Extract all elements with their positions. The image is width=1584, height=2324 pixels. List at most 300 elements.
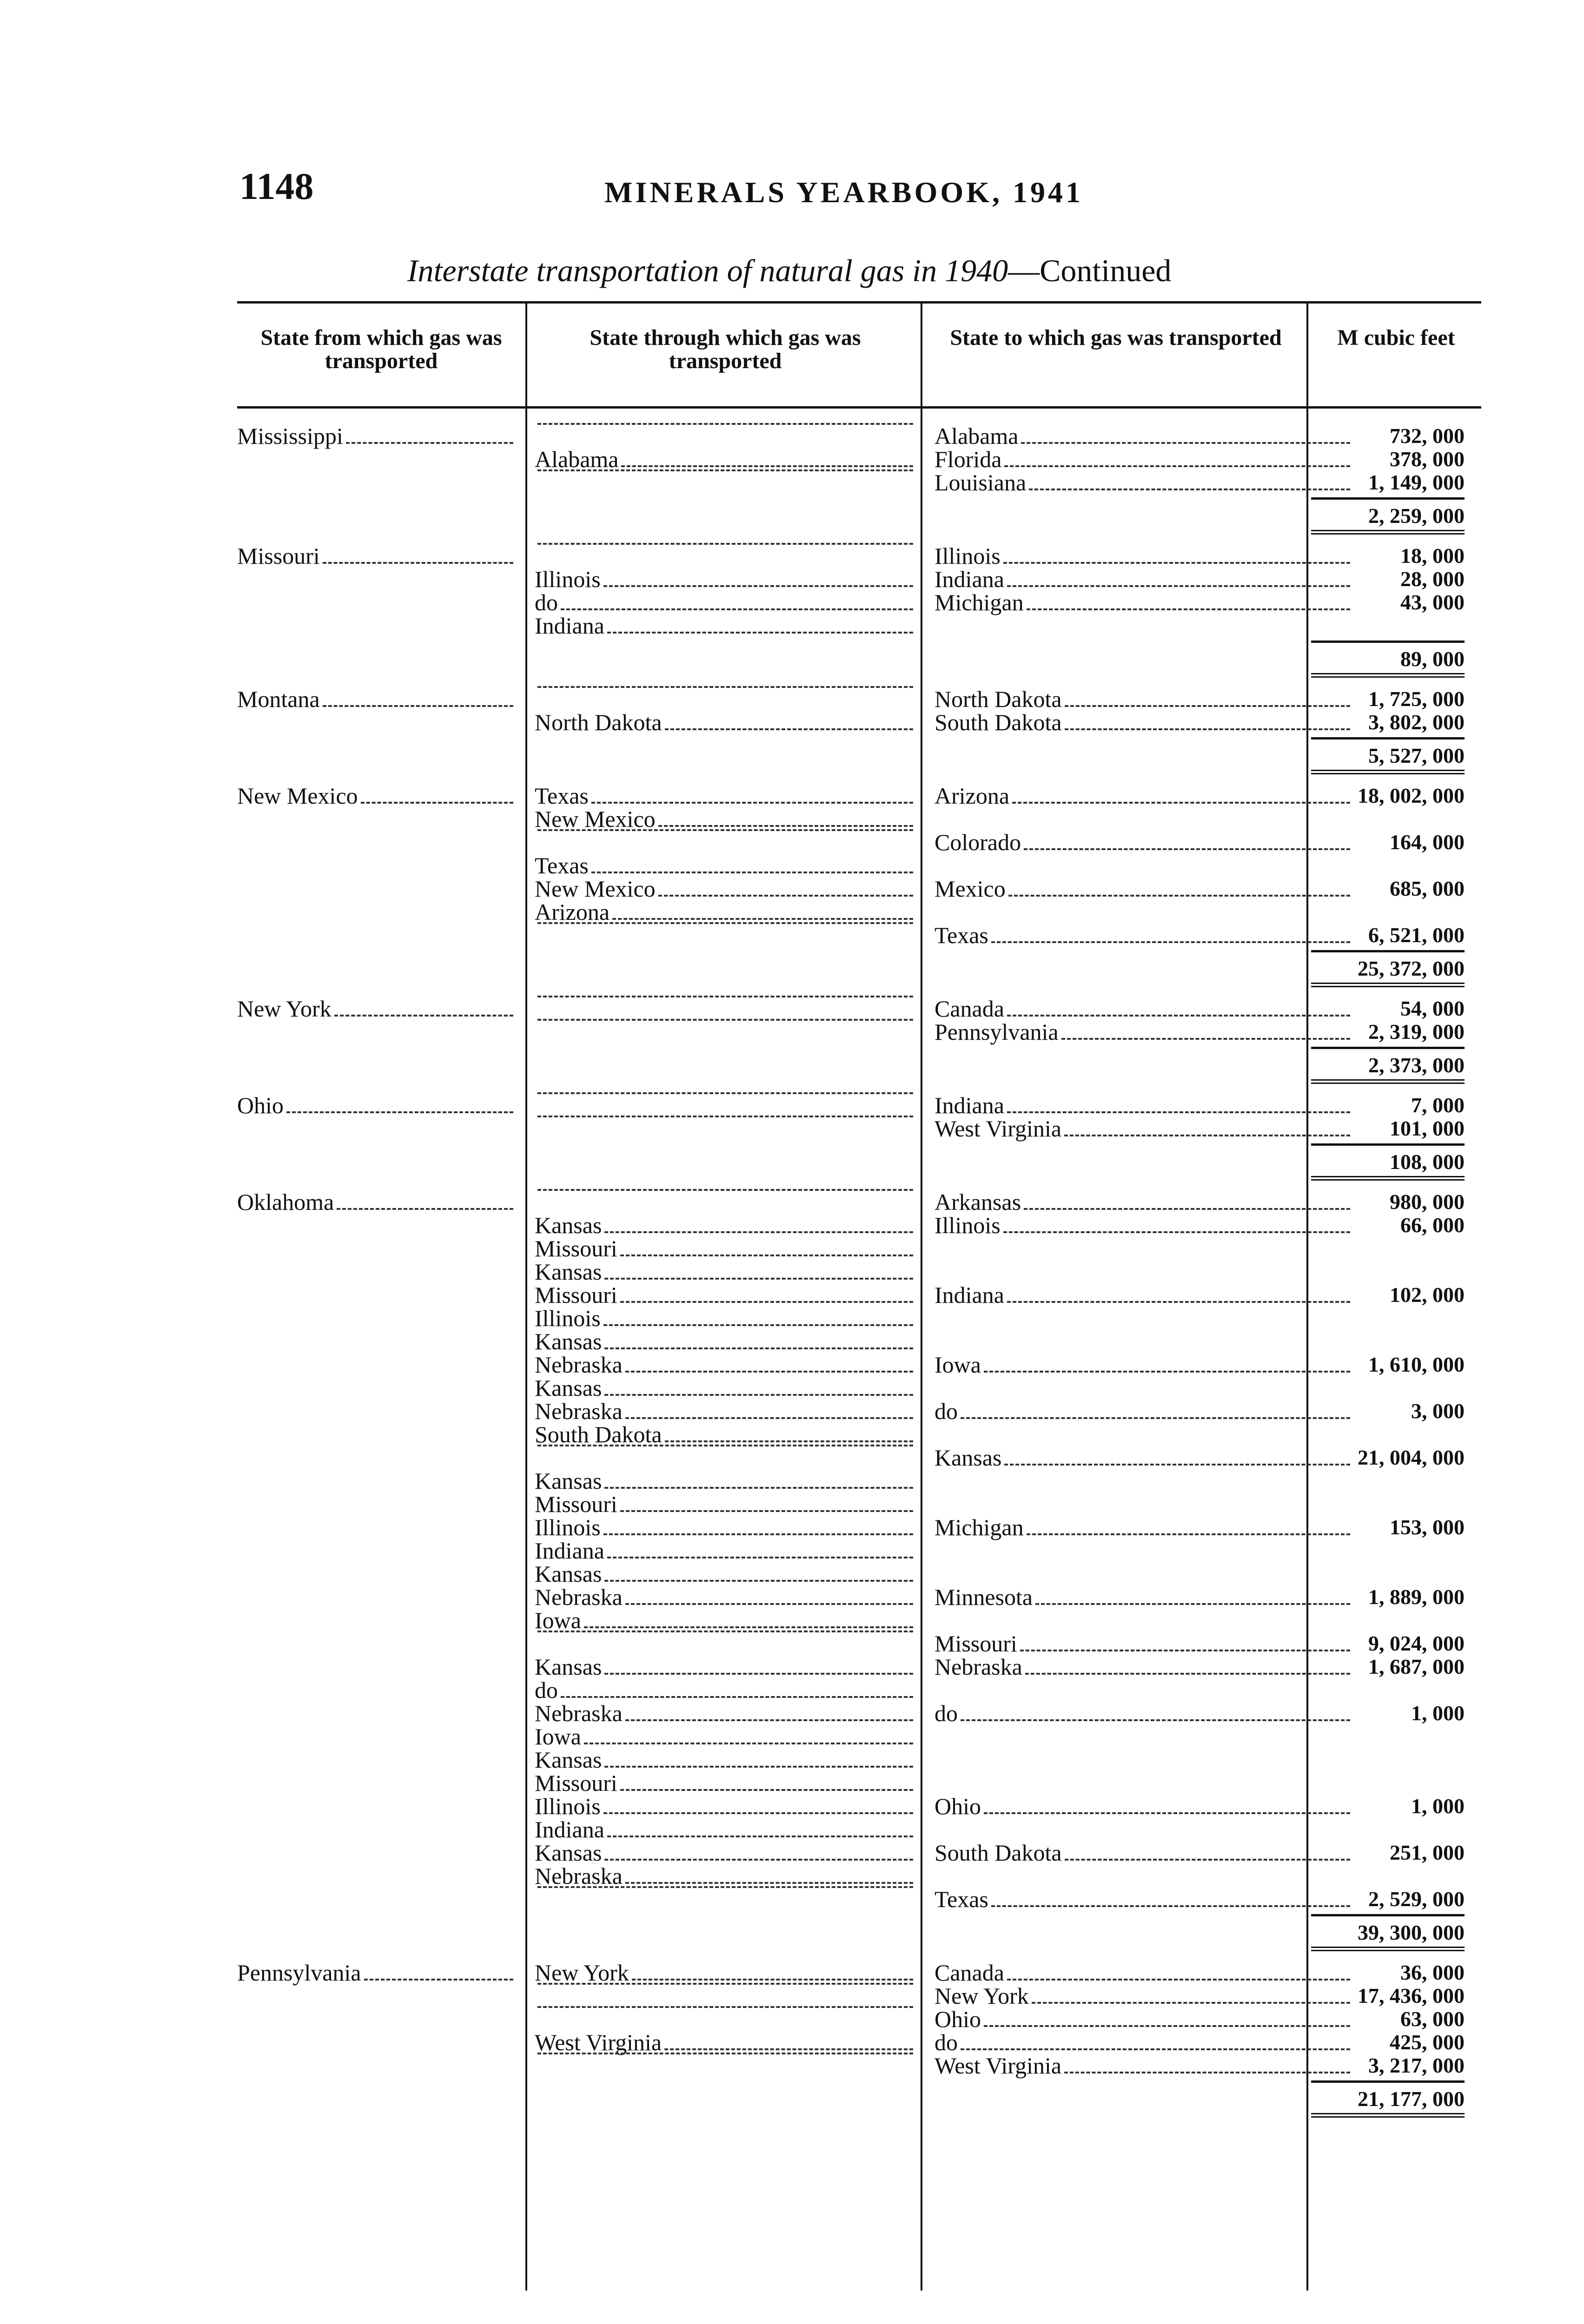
through-state <box>535 423 916 449</box>
from-state-text: Missouri <box>237 543 320 569</box>
through-state-text: New York <box>535 1960 629 1986</box>
through-state <box>535 1863 916 1889</box>
leader-dots <box>1012 802 1350 804</box>
destination-state <box>934 1212 1353 1238</box>
subtotal-rule <box>1311 737 1465 739</box>
destination-state-text: Ohio <box>934 1793 981 1819</box>
leader-dots <box>591 872 913 873</box>
leader-dots <box>620 1510 913 1512</box>
through-state <box>535 1816 916 1842</box>
leader-dots <box>984 2025 1350 2027</box>
destination-state-text: Alabama <box>934 423 1019 449</box>
leader-dots <box>991 941 1350 943</box>
leader-dots <box>591 802 913 804</box>
through-state-text: Missouri <box>535 1282 617 1308</box>
column-rule-2 <box>921 301 922 2291</box>
destination-state <box>934 1960 1353 1986</box>
through-state-text: Illinois <box>535 1305 601 1331</box>
header-to: State to which gas was transported <box>950 325 1282 350</box>
running-head: MINERALS YEARBOOK, 1941 <box>604 176 1083 209</box>
through-state-text: Iowa <box>535 1723 581 1750</box>
leader-dots <box>1004 465 1350 467</box>
leader-dots <box>537 1189 913 1191</box>
leader-dots <box>1008 895 1350 897</box>
from-state <box>237 686 516 712</box>
leader-dots <box>361 802 513 804</box>
through-state <box>535 1212 916 1238</box>
leader-dots <box>537 1886 913 1888</box>
destination-state <box>934 829 1353 855</box>
destination-state-text: Ohio <box>934 2006 981 2032</box>
volume-value: 3, 000 <box>1411 1399 1465 1423</box>
through-state <box>535 1677 916 1703</box>
leader-dots <box>607 1835 913 1837</box>
destination-state <box>934 996 1353 1022</box>
leader-dots <box>603 1324 913 1326</box>
destination-state <box>934 2053 1353 2079</box>
volume-value: 1, 000 <box>1411 1701 1465 1725</box>
subtotal-rule <box>1311 2080 1465 2083</box>
through-state <box>535 1116 916 1142</box>
through-state-text: Kansas <box>535 1840 602 1866</box>
leader-dots <box>364 1979 513 1981</box>
leader-dots <box>1007 1979 1350 1981</box>
total-double-rule <box>1311 770 1465 778</box>
through-state <box>535 1561 916 1587</box>
group-total: 25, 372, 000 <box>1358 957 1465 980</box>
through-state <box>535 1793 916 1819</box>
through-state-text: Missouri <box>535 1491 617 1517</box>
volume-value: 685, 000 <box>1390 877 1465 900</box>
leader-dots <box>1027 1533 1350 1535</box>
leader-dots <box>1021 442 1350 444</box>
through-state <box>535 1375 916 1401</box>
from-state-text: New Mexico <box>237 783 358 809</box>
destination-state <box>934 1116 1353 1142</box>
volume-value: 1, 149, 000 <box>1368 470 1465 494</box>
destination-state-text: Louisiana <box>934 469 1027 495</box>
through-state <box>535 852 916 878</box>
group-total: 89, 000 <box>1400 647 1465 671</box>
through-state <box>535 2006 916 2032</box>
destination-state-text: South Dakota <box>934 709 1062 735</box>
from-state <box>237 423 516 449</box>
subtotal-rule <box>1311 497 1465 500</box>
leader-dots <box>632 1979 913 1981</box>
volume-value: 7, 000 <box>1411 1093 1465 1117</box>
volume-value: 18, 000 <box>1400 544 1465 568</box>
volume-value: 425, 000 <box>1390 2030 1465 2054</box>
volume-value: 102, 000 <box>1390 1283 1465 1307</box>
through-state <box>535 1840 916 1866</box>
destination-state-text: Michigan <box>934 1514 1024 1540</box>
through-state <box>535 806 916 832</box>
leader-dots <box>1065 705 1350 707</box>
through-state <box>535 613 916 639</box>
volume-value: 17, 436, 000 <box>1358 1984 1465 2007</box>
volume-value: 1, 687, 000 <box>1368 1655 1465 1678</box>
volume-value: 153, 000 <box>1390 1515 1465 1539</box>
volume-value: 2, 319, 000 <box>1368 1020 1465 1043</box>
through-state-text: Alabama <box>535 446 619 472</box>
through-state <box>535 1584 916 1610</box>
volume-value: 3, 802, 000 <box>1368 710 1465 734</box>
leader-dots <box>584 1743 913 1744</box>
through-state-text: Kansas <box>535 1561 602 1587</box>
through-state-text: Illinois <box>535 1793 601 1819</box>
destination-state <box>934 1793 1353 1819</box>
through-state <box>535 1723 916 1750</box>
destination-state-text: Nebraska <box>934 1654 1022 1680</box>
through-state <box>535 446 916 472</box>
destination-state-text: North Dakota <box>934 686 1062 712</box>
through-state <box>535 876 916 902</box>
destination-state <box>934 1352 1353 1378</box>
through-state <box>535 566 916 592</box>
leader-dots <box>1025 1673 1350 1675</box>
leader-dots <box>1024 848 1350 850</box>
destination-state <box>934 686 1353 712</box>
through-state <box>535 1960 916 1986</box>
leader-dots <box>620 1789 913 1791</box>
volume-value: 980, 000 <box>1390 1190 1465 1214</box>
leader-dots <box>1020 1650 1350 1651</box>
destination-state-text: Arkansas <box>934 1189 1021 1215</box>
through-state <box>535 783 916 809</box>
through-state <box>535 1398 916 1424</box>
through-state-text: Missouri <box>535 1235 617 1261</box>
destination-state <box>934 446 1353 472</box>
through-state-text: Texas <box>535 852 589 878</box>
volume-value: 378, 000 <box>1390 447 1465 471</box>
volume-value: 1, 725, 000 <box>1368 687 1465 711</box>
leader-dots <box>537 922 913 924</box>
destination-state-text: Pennsylvania <box>934 1019 1059 1045</box>
leader-dots <box>323 562 513 564</box>
leader-dots <box>607 1557 913 1558</box>
through-state-text: New Mexico <box>535 876 656 902</box>
through-state-text: North Dakota <box>535 709 662 735</box>
leader-dots <box>625 1719 913 1721</box>
leader-dots <box>604 1394 913 1396</box>
destination-state <box>934 423 1353 449</box>
leader-dots <box>621 465 913 467</box>
destination-state-text: Indiana <box>934 1092 1004 1118</box>
destination-state-text: Mexico <box>934 876 1006 902</box>
through-state <box>535 1514 916 1540</box>
leader-dots <box>658 825 913 827</box>
leader-dots <box>604 1859 913 1861</box>
destination-state-text: Kansas <box>934 1445 1002 1471</box>
from-state <box>237 996 516 1022</box>
through-state <box>535 1019 916 1045</box>
leader-dots <box>537 996 913 997</box>
header-through: State through which gas was transported <box>590 325 861 374</box>
through-state-text: Nebraska <box>535 1584 623 1610</box>
through-state <box>535 899 916 925</box>
leader-dots <box>1007 1015 1350 1017</box>
from-state-text: Montana <box>237 686 320 712</box>
destination-state-text: West Virginia <box>934 2053 1062 2079</box>
leader-dots <box>323 705 513 707</box>
destination-state <box>934 2029 1353 2055</box>
leader-dots <box>1065 728 1350 730</box>
through-state <box>535 1700 916 1726</box>
through-state-text: Kansas <box>535 1654 602 1680</box>
group-total: 39, 300, 000 <box>1358 1921 1465 1944</box>
volume-value: 1, 610, 000 <box>1368 1353 1465 1376</box>
table-top-rule <box>237 301 1481 304</box>
leader-dots <box>604 1766 913 1768</box>
leader-dots <box>286 1111 513 1113</box>
destination-state <box>934 922 1353 948</box>
leader-dots <box>664 2048 913 2050</box>
through-state-text: Texas <box>535 783 589 809</box>
through-state <box>535 1538 916 1564</box>
destination-state <box>934 566 1353 592</box>
through-state <box>535 1747 916 1773</box>
through-state-text: Iowa <box>535 1607 581 1633</box>
leader-dots <box>537 829 913 831</box>
through-state <box>535 1189 916 1215</box>
leader-dots <box>1024 1208 1350 1210</box>
destination-state-text: Indiana <box>934 1282 1004 1308</box>
leader-dots <box>1007 585 1350 587</box>
from-state-text: New York <box>237 996 331 1022</box>
leader-dots <box>603 1812 913 1814</box>
leader-dots <box>604 1347 913 1349</box>
total-double-rule <box>1311 673 1465 681</box>
through-state-text: West Virginia <box>535 2029 662 2055</box>
leader-dots <box>334 1015 513 1017</box>
leader-dots <box>620 1254 913 1256</box>
destination-state <box>934 1189 1353 1215</box>
through-state <box>535 1235 916 1261</box>
through-state-text: Indiana <box>535 1538 604 1564</box>
through-state-text: Kansas <box>535 1328 602 1354</box>
leader-dots <box>612 918 913 920</box>
through-state <box>535 543 916 569</box>
leader-dots <box>604 1487 913 1489</box>
leader-dots <box>1064 1135 1350 1136</box>
page-number: 1148 <box>239 165 314 207</box>
through-state-text: Nebraska <box>535 1863 623 1889</box>
total-double-rule <box>1311 983 1465 991</box>
through-state-text: Kansas <box>535 1375 602 1401</box>
destination-state-text: Iowa <box>934 1352 981 1378</box>
through-state <box>535 686 916 712</box>
volume-value: 1, 889, 000 <box>1368 1585 1465 1609</box>
destination-state-text: Illinois <box>934 1212 1001 1238</box>
destination-state <box>934 1654 1353 1680</box>
destination-state-text: Illinois <box>934 543 1001 569</box>
subtotal-rule <box>1311 1914 1465 1916</box>
through-state-text: Indiana <box>535 613 604 639</box>
group-total: 2, 373, 000 <box>1368 1053 1465 1077</box>
leader-dots <box>337 1208 513 1210</box>
leader-dots <box>603 585 913 587</box>
destination-state-text: Arizona <box>934 783 1010 809</box>
leader-dots <box>625 1882 913 1884</box>
destination-state <box>934 2006 1353 2032</box>
through-state <box>535 829 916 855</box>
subtotal-rule <box>1311 640 1465 643</box>
volume-value: 3, 217, 000 <box>1368 2053 1465 2077</box>
leader-dots <box>537 686 913 688</box>
leader-dots <box>1065 1859 1350 1861</box>
leader-dots <box>1035 1603 1350 1605</box>
through-state <box>535 1421 916 1447</box>
destination-state-text: Minnesota <box>934 1584 1033 1610</box>
through-state-text: South Dakota <box>535 1421 662 1447</box>
destination-state-text: Canada <box>934 996 1004 1022</box>
leader-dots <box>1003 562 1350 564</box>
from-state-text: Ohio <box>237 1092 284 1118</box>
volume-value: 28, 000 <box>1400 567 1465 591</box>
leader-dots <box>984 1371 1350 1373</box>
leader-dots <box>1003 1231 1350 1233</box>
leader-dots <box>658 895 913 897</box>
destination-state-text: West Virginia <box>934 1116 1062 1142</box>
subtotal-rule <box>1311 1047 1465 1049</box>
total-double-rule <box>1311 1176 1465 1184</box>
through-state <box>535 922 916 948</box>
through-state-text: do <box>535 1677 558 1703</box>
table-title <box>407 255 1171 286</box>
from-state-text: Oklahoma <box>237 1189 334 1215</box>
destination-state-text: South Dakota <box>934 1840 1062 1866</box>
volume-value: 63, 000 <box>1400 2007 1465 2031</box>
volume-value: 251, 000 <box>1390 1841 1465 1864</box>
from-state <box>237 1189 516 1215</box>
leader-dots <box>625 1417 913 1419</box>
leader-dots <box>604 1673 913 1675</box>
through-state <box>535 1631 916 1657</box>
volume-value: 164, 000 <box>1390 830 1465 854</box>
leader-dots <box>991 1905 1350 1907</box>
leader-dots <box>1064 2072 1350 2073</box>
volume-value: 66, 000 <box>1400 1213 1465 1237</box>
leader-dots <box>625 1371 913 1373</box>
through-state <box>535 1259 916 1285</box>
header-value: M cubic feet <box>1337 325 1455 350</box>
through-state <box>535 589 916 615</box>
destination-state-text: Florida <box>934 446 1002 472</box>
group-total: 5, 527, 000 <box>1368 744 1465 767</box>
through-state <box>535 1654 916 1680</box>
destination-state-text: Missouri <box>934 1631 1017 1657</box>
leader-dots <box>961 1417 1350 1419</box>
through-state <box>535 1305 916 1331</box>
through-state <box>535 1886 916 1912</box>
through-state <box>535 1770 916 1796</box>
volume-value: 54, 000 <box>1400 997 1465 1020</box>
destination-state <box>934 1514 1353 1540</box>
destination-state <box>934 543 1353 569</box>
through-state <box>535 2053 916 2079</box>
through-state <box>535 1445 916 1471</box>
through-state <box>535 1491 916 1517</box>
destination-state <box>934 1584 1353 1610</box>
volume-value: 1, 000 <box>1411 1794 1465 1818</box>
group-total: 21, 177, 000 <box>1358 2087 1465 2111</box>
destination-state-text: Canada <box>934 1960 1004 1986</box>
destination-state <box>934 709 1353 735</box>
destination-state <box>934 1445 1353 1471</box>
destination-state <box>934 1282 1353 1308</box>
leader-dots <box>1007 1111 1350 1113</box>
destination-state <box>934 469 1353 495</box>
leader-dots <box>665 728 913 730</box>
leader-dots <box>961 2048 1350 2050</box>
through-state-text: Indiana <box>535 1816 604 1842</box>
column-rule-1 <box>525 301 527 2291</box>
volume-value: 6, 521, 000 <box>1368 923 1465 947</box>
leader-dots <box>537 2006 913 2008</box>
leader-dots <box>620 1301 913 1303</box>
subtotal-rule <box>1311 1143 1465 1146</box>
total-double-rule <box>1311 530 1465 538</box>
destination-state <box>934 1886 1353 1912</box>
leader-dots <box>584 1626 913 1628</box>
leader-dots <box>984 1812 1350 1814</box>
leader-dots <box>665 1440 913 1442</box>
leader-dots <box>603 1533 913 1535</box>
from-state <box>237 543 516 569</box>
leader-dots <box>537 1019 913 1021</box>
destination-state <box>934 783 1353 809</box>
volume-value: 36, 000 <box>1400 1961 1465 1984</box>
destination-state <box>934 876 1353 902</box>
through-state <box>535 2029 916 2055</box>
group-total: 2, 259, 000 <box>1368 504 1465 528</box>
through-state <box>535 1328 916 1354</box>
destination-state-text: Colorado <box>934 829 1021 855</box>
leader-dots <box>537 1116 913 1117</box>
leader-dots <box>604 1580 913 1582</box>
header-from: State from which gas was transported <box>260 325 502 374</box>
volume-value: 18, 002, 000 <box>1358 784 1465 807</box>
leader-dots <box>604 1278 913 1280</box>
through-state-text: do <box>535 589 558 615</box>
destination-state <box>934 1092 1353 1118</box>
total-double-rule <box>1311 2113 1465 2121</box>
through-state-text: Illinois <box>535 566 601 592</box>
volume-value: 9, 024, 000 <box>1368 1631 1465 1655</box>
from-state <box>237 783 516 809</box>
through-state <box>535 1468 916 1494</box>
leader-dots <box>561 608 913 610</box>
leader-dots <box>1061 1038 1350 1040</box>
destination-state <box>934 1019 1353 1045</box>
leader-dots <box>1029 489 1350 490</box>
destination-state-text: Texas <box>934 1886 988 1912</box>
through-state-text: New Mexico <box>535 806 656 832</box>
gas-transport-table <box>237 301 1481 2291</box>
leader-dots <box>607 632 913 634</box>
from-state <box>237 1960 516 1986</box>
through-state-text: Kansas <box>535 1259 602 1285</box>
leader-dots <box>1032 2002 1350 2004</box>
destination-state <box>934 1398 1353 1424</box>
destination-state-text: do <box>934 1398 958 1424</box>
volume-value: 2, 529, 000 <box>1368 1887 1465 1911</box>
leader-dots <box>961 1719 1350 1721</box>
leader-dots <box>537 469 913 471</box>
leader-dots <box>1004 1464 1350 1466</box>
from-state-text: Mississippi <box>237 423 343 449</box>
leader-dots <box>1007 1301 1350 1303</box>
